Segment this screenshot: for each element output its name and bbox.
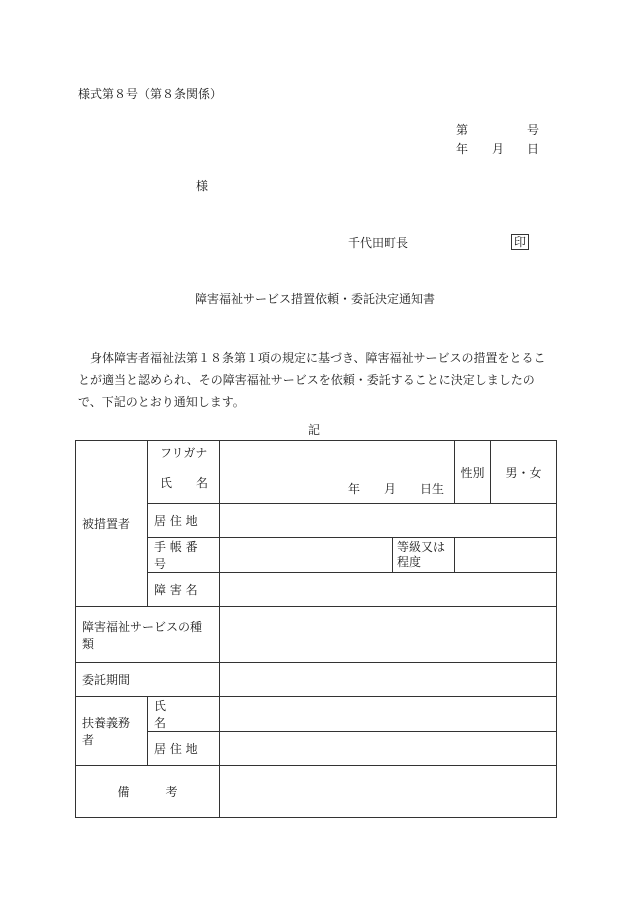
guardian-address-label: 居 住 地	[148, 732, 220, 766]
ki-label: 記	[308, 423, 321, 437]
body-text: 身体障害者福祉法第１８条第１項の規定に基づき、障害福祉サービスの措置をとることが適当と認められ、その障害福祉サービスを依頼・委託することに決定しましたので、下記のとおり通知します。	[78, 351, 546, 409]
guardian-address-field[interactable]	[220, 732, 557, 766]
name-label: 氏 名	[160, 476, 209, 490]
addressee-suffix: 様	[196, 179, 209, 193]
guardian-name-label: 氏 名	[148, 697, 220, 732]
seal-text: 印	[511, 234, 529, 250]
notification-table	[75, 440, 557, 818]
remarks-label: 備 考	[76, 766, 220, 818]
furigana-label: フリガナ	[160, 446, 208, 460]
period-field[interactable]	[220, 663, 557, 697]
remarks-field[interactable]	[220, 766, 557, 818]
sex-value[interactable]: 男・女	[491, 441, 557, 504]
sex-label: 性別	[455, 441, 491, 504]
issuer: 千代田町長	[348, 236, 409, 250]
service-type-field[interactable]	[220, 607, 557, 663]
grade-field[interactable]	[455, 538, 557, 573]
disability-label: 障 害 名	[148, 573, 220, 607]
address-field[interactable]	[220, 504, 557, 538]
birthdate-label: 年 月 日生	[347, 482, 444, 496]
subject-label: 被措置者	[76, 441, 148, 607]
doc-number-suffix: 号	[527, 123, 540, 137]
document-title: 障害福祉サービス措置依頼・委託決定通知書	[195, 292, 436, 306]
handbook-field[interactable]	[220, 538, 393, 573]
address-label: 居 住 地	[148, 504, 220, 538]
doc-number-prefix: 第	[456, 123, 469, 137]
date-year: 年	[456, 142, 469, 156]
guardian-name-field[interactable]	[220, 697, 557, 732]
handbook-label: 手 帳 番 号	[148, 538, 220, 573]
grade-label: 等級又は程度	[393, 538, 455, 573]
service-type-label: 障害福祉サービスの種類	[76, 607, 220, 663]
date-month: 月	[492, 142, 505, 156]
seal-mark	[511, 234, 529, 250]
date-day: 日	[527, 142, 540, 156]
furigana-name-labels	[148, 441, 220, 504]
name-field[interactable]	[220, 441, 455, 504]
disability-field[interactable]	[220, 573, 557, 607]
form-number: 様式第８号（第８条関係）	[78, 87, 223, 101]
period-label: 委託期間	[76, 663, 220, 697]
guardian-label: 扶養義務者	[76, 697, 148, 766]
